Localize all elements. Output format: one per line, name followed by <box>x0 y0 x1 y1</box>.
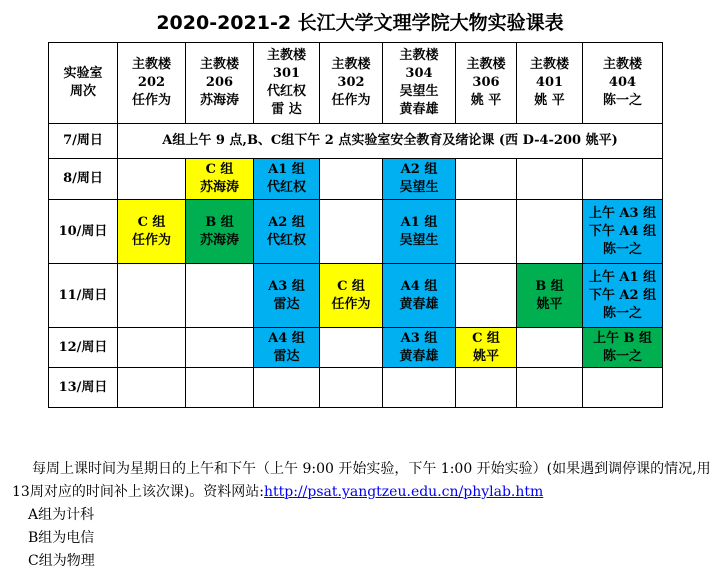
week-row-10 <box>49 200 663 264</box>
schedule-cell <box>254 368 320 408</box>
schedule-cell <box>320 368 383 408</box>
schedule-cell <box>186 368 254 408</box>
schedule-cell <box>517 200 583 264</box>
schedule-cell: A3 组 黄春雄 <box>383 328 456 368</box>
schedule-cell <box>456 368 517 408</box>
schedule-cell <box>583 159 663 200</box>
schedule-cell <box>118 328 186 368</box>
lab-header-206: 主教楼 206 苏海涛 <box>186 43 254 124</box>
lab-header-302: 主教楼 302 任作为 <box>320 43 383 124</box>
schedule-cell: A4 组 雷达 <box>254 328 320 368</box>
lab-header-404: 主教楼 404 陈一之 <box>583 43 663 124</box>
schedule-cell <box>320 200 383 264</box>
schedule-cell <box>186 328 254 368</box>
lab-header-401: 主教楼 401 姚 平 <box>517 43 583 124</box>
week-label: 7/周日 <box>49 124 118 159</box>
schedule-cell <box>118 264 186 328</box>
schedule-cell: C 组 任作为 <box>320 264 383 328</box>
group-c-note: C组为物理 <box>28 553 95 569</box>
lab-header-301: 主教楼 301 代红权 雷 达 <box>254 43 320 124</box>
schedule-cell <box>320 328 383 368</box>
schedule-cell: A4 组 黄春雄 <box>383 264 456 328</box>
group-a-note: A组为计科 <box>28 507 95 523</box>
schedule-cell: B 组 苏海涛 <box>186 200 254 264</box>
schedule-cell: 上午 A1 组 下午 A2 组 陈一之 <box>583 264 663 328</box>
schedule-cell <box>118 159 186 200</box>
schedule-cell <box>517 368 583 408</box>
corner-header: 实验室 周次 <box>49 43 118 124</box>
week7-notice: A组上午 9 点,B、C组下午 2 点实验室安全教育及绪论课 (西 D-4-200 姚平) <box>118 124 663 159</box>
week-label: 10/周日 <box>49 200 118 264</box>
lab-header-202: 主教楼 202 任作为 <box>118 43 186 124</box>
week-label: 11/周日 <box>49 264 118 328</box>
schedule-cell <box>517 328 583 368</box>
schedule-note: 每周上课时间为星期日的上午和下午（上午 9:00 开始实验，下午 1:00 开始实验）(如果遇到调停课的情况,用 13周对应的时间补上该次课)。资料网站:http://psat.yangtzeu.edu.cn/phylab.htm <box>12 461 711 500</box>
schedule-cell: C 组 姚平 <box>456 328 517 368</box>
page-title: 2020-2021-2 长江大学文理学院大物实验课表 <box>156 12 564 34</box>
schedule-cell: A2 组 吴望生 <box>383 159 456 200</box>
schedule-cell <box>456 200 517 264</box>
schedule-cell: A3 组 雷达 <box>254 264 320 328</box>
schedule-cell <box>583 368 663 408</box>
schedule-cell <box>320 159 383 200</box>
schedule-cell: B 组 姚平 <box>517 264 583 328</box>
schedule-cell: A1 组 代红权 <box>254 159 320 200</box>
schedule-cell: C 组 苏海涛 <box>186 159 254 200</box>
schedule-cell: A1 组 吴望生 <box>383 200 456 264</box>
schedule-cell <box>118 368 186 408</box>
group-b-note: B组为电信 <box>28 530 95 546</box>
resource-link[interactable]: http://psat.yangtzeu.edu.cn/phylab.htm <box>264 484 544 500</box>
schedule-cell <box>456 264 517 328</box>
week-row-8 <box>49 159 663 200</box>
header-row <box>49 43 663 124</box>
week-row-7 <box>49 124 663 159</box>
schedule-cell <box>456 159 517 200</box>
schedule-cell <box>186 264 254 328</box>
footer-notes <box>12 458 712 573</box>
week-row-13 <box>49 368 663 408</box>
schedule-cell: C 组 任作为 <box>118 200 186 264</box>
week-label: 13/周日 <box>49 368 118 408</box>
schedule-table <box>48 42 663 408</box>
week-row-12 <box>49 328 663 368</box>
schedule-cell: A2 组 代红权 <box>254 200 320 264</box>
schedule-cell: 上午 B 组 陈一之 <box>583 328 663 368</box>
week-row-11 <box>49 264 663 328</box>
schedule-cell <box>383 368 456 408</box>
week-label: 8/周日 <box>49 159 118 200</box>
lab-header-304: 主教楼 304 吴望生 黄春雄 <box>383 43 456 124</box>
week-label: 12/周日 <box>49 328 118 368</box>
schedule-cell <box>517 159 583 200</box>
lab-header-306: 主教楼 306 姚 平 <box>456 43 517 124</box>
schedule-cell: 上午 A3 组 下午 A4 组 陈一之 <box>583 200 663 264</box>
